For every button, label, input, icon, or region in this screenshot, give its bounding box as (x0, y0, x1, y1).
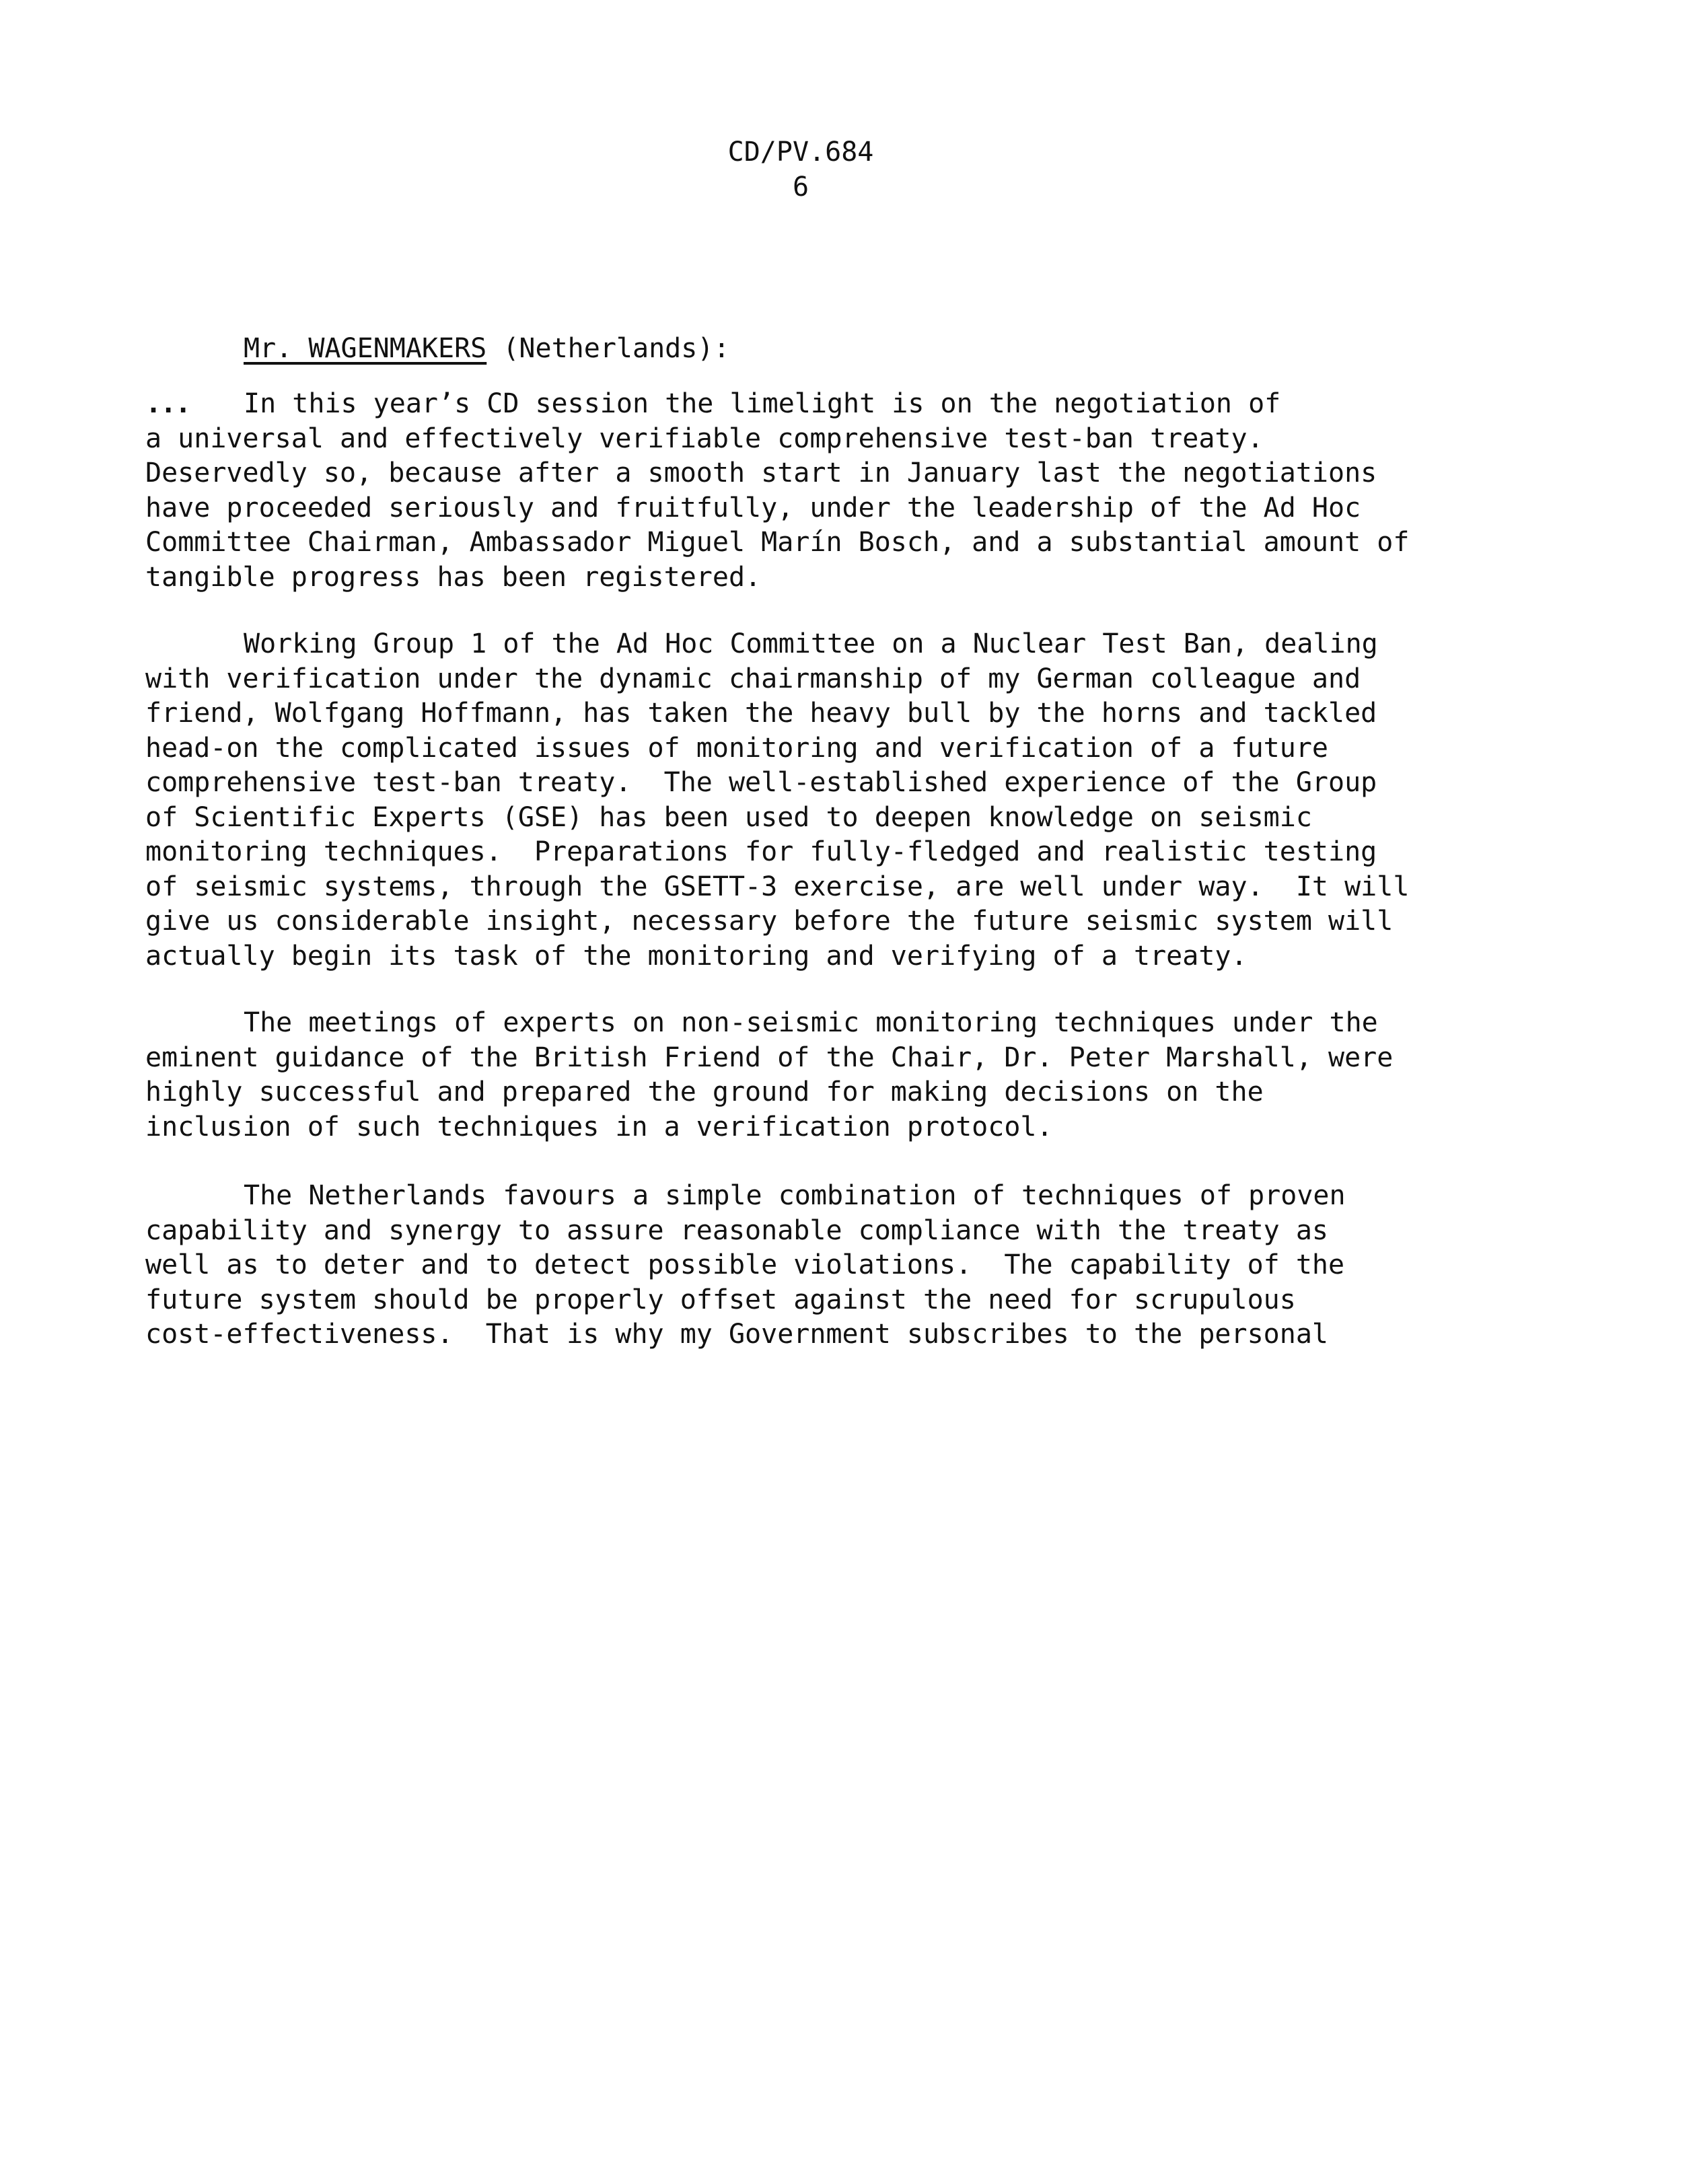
paragraph-4 (145, 1179, 1491, 1352)
paragraph-line: of seismic systems, through the GSETT-3 exercise, are well under way. It will (145, 871, 1410, 902)
paragraph-line: Deservedly so, because after a smooth start in January last the negotiations (145, 458, 1377, 488)
paragraph-line: cost-effectiveness. That is why my Government subscribes to the personal (145, 1319, 1328, 1350)
paragraph-line: eminent guidance of the British Friend of the Chair, Dr. Peter Marshall, were (145, 1042, 1394, 1073)
speaker-country: (Netherlands): (503, 333, 730, 364)
page-number: 6 (792, 172, 809, 203)
document-symbol: CD/PV.684 (727, 137, 874, 168)
paragraph-line: inclusion of such techniques in a verification protocol. (145, 1111, 1053, 1142)
paragraph-line: The meetings of experts on non-seismic monitoring techniques under the (244, 1007, 1378, 1038)
speaker-heading (244, 332, 729, 367)
paragraph-line: The Netherlands favours a simple combination of techniques of proven (244, 1180, 1346, 1211)
paragraph-2 (145, 627, 1491, 974)
paragraph-line: well as to deter and to detect possible violations. The capability of the (145, 1249, 1345, 1280)
paragraph-line: a universal and effectively verifiable comprehensive test-ban treaty. (145, 423, 1264, 454)
ellipsis-mark: ... (145, 388, 190, 419)
paragraph-line: future system should be properly offset against the need for scrupulous (145, 1284, 1296, 1315)
paragraph-line: ... In this year’s CD session the limelight is on the negotiation of (145, 387, 1491, 422)
paragraph-line: Committee Chairman, Ambassador Miguel Marín Bosch, and a substantial amount of (145, 527, 1410, 558)
paragraph-1 (145, 387, 1491, 595)
page-header (713, 135, 888, 205)
paragraph-line: of Scientific Experts (GSE) has been used to deepen knowledge on seismic (145, 801, 1312, 833)
paragraph-line: friend, Wolfgang Hoffmann, has taken the heavy bull by the horns and tackled (145, 698, 1377, 729)
paragraph-line: head-on the complicated issues of monitoring and verification of a future (145, 732, 1328, 764)
paragraph-line: give us considerable insight, necessary before the future seismic system will (145, 906, 1394, 937)
paragraph-line: with verification under the dynamic chairmanship of my German colleague and (145, 663, 1361, 694)
paragraph-line: monitoring techniques. Preparations for fully-fledged and realistic testing (145, 836, 1377, 867)
paragraph-line: comprehensive test-ban treaty. The well-established experience of the Group (145, 767, 1377, 798)
speaker-name: Mr. WAGENMAKERS (244, 333, 487, 364)
paragraph-line: highly successful and prepared the ground for making decisions on the (145, 1077, 1264, 1107)
paragraph-3 (145, 1006, 1491, 1144)
paragraph-line: Working Group 1 of the Ad Hoc Committee on a Nuclear Test Ban, dealing (244, 628, 1378, 659)
paragraph-line: tangible progress has been registered. (145, 561, 762, 593)
paragraph-line: have proceeded seriously and fruitfully, under the leadership of the Ad Hoc (145, 492, 1361, 523)
paragraph-line: capability and synergy to assure reasonable compliance with the treaty as (145, 1214, 1328, 1246)
paragraph-line: actually begin its task of the monitoring and verifying of a treaty. (145, 940, 1248, 972)
